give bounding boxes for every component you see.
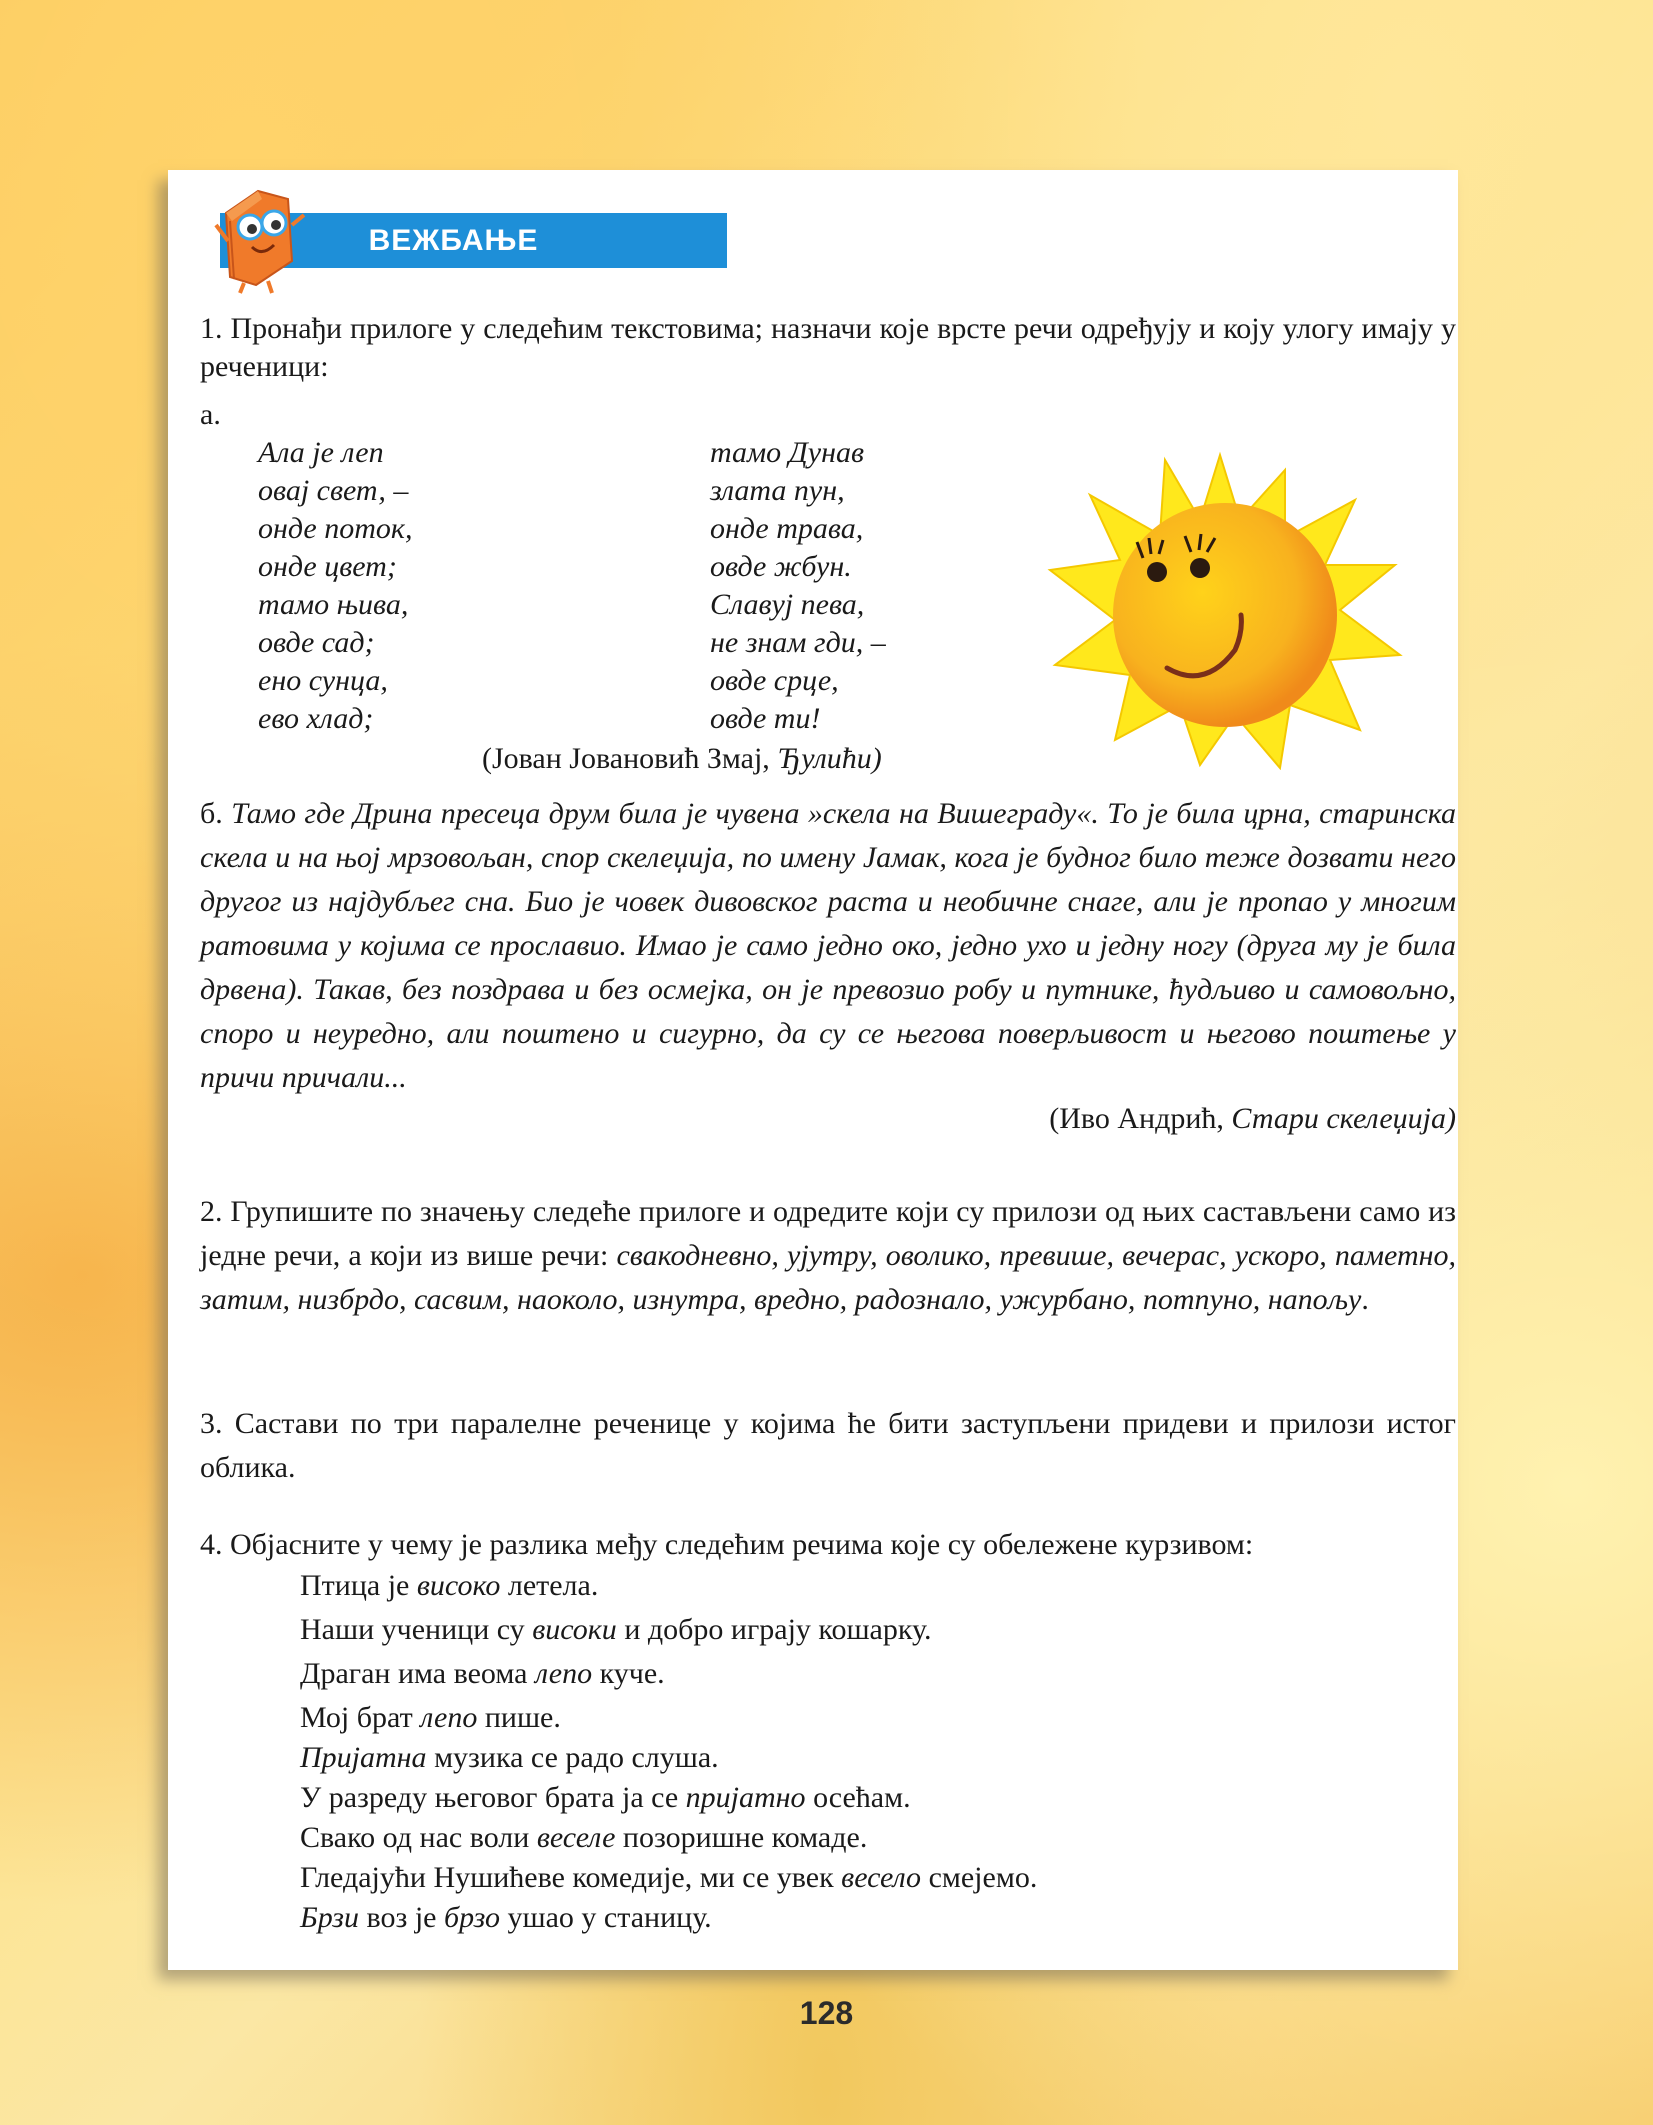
poem-line: тамо Дунав [710,436,864,469]
task4-sentences [300,1566,1037,1938]
book-mascot-icon [196,185,314,295]
poem-line: ево хлад; [258,702,374,735]
example-sentence: Птица је високо летела. [300,1569,599,1602]
poem-line: овај свет, – [258,474,409,507]
poem-line: злата пун, [710,474,845,507]
poem-author: (Јован Јовановић Змај, [482,742,778,775]
poem-line: овде жбун. [710,550,852,583]
example-sentence: Свако од нас воли веселе позоришне комаде. [300,1821,868,1854]
poem-line: онде поток, [258,512,413,545]
poem-citation [482,740,882,778]
poem-line: онде цвет; [258,550,397,583]
poem-line: тамо њива, [258,588,409,621]
task1-a-label: а. [200,398,221,431]
example-sentence: Брзи воз је брзо ушао у станицу. [300,1901,712,1934]
poem-left-column [258,434,412,738]
task2-paragraph [200,1190,1456,1322]
task1-b-text: Тамо где Дрина пресеца друм била је чувена »скела на Вишеграду«. То је била црна, старинска скела и на њој мрзовољан, спор скелеџија, по имену Јамак, кога је будног било теже дозвати него другог из најдубљег сна. Био је човек дивовског раста и необичне снаге, али је пропао у многим ратовима у којима се прославио. Имао је само једно око, једно ухо и једну ногу (друга му је била дрвена). Такав, без поздрава и без осмејка, он је превозио робу и путнике, ћудљиво и самовољно, споро и неуредно, али поштено и сигурно, да су се његова поверљивост и његово поштење у причи причали... [200,797,1457,1094]
example-sentence: Гледајући Нушићеве комедије, ми се увек весело смејемо. [300,1861,1038,1894]
poem-right-column [710,434,886,738]
task1-b-paragraph [200,792,1456,1100]
poem-title: Ђулићи) [777,742,882,775]
example-sentence: У разреду његовог брата ја се пријатно осећам. [300,1781,911,1814]
poem-line: овде срце, [710,664,839,697]
task1-b-label: б. [200,797,232,830]
page-number: 128 [799,1995,854,2031]
poem-line: ено сунца, [258,664,388,697]
banner-title: ВЕЖБАЊЕ [368,223,539,257]
b-title: Стари скелеџија) [1231,1102,1456,1135]
task1-prompt: 1. Пронађи прилоге у следећим текстовима; назначи које врсте речи одређују и коју улогу имају у реченици: [200,312,1456,383]
poem-line: Славуј пева, [710,588,865,621]
smiling-sun-icon [1035,450,1405,770]
example-sentence: Мој брат лепо пише. [300,1701,561,1734]
poem-line: онде трава, [710,512,864,545]
example-sentence: Пријатна музика се радо слуша. [300,1741,719,1774]
task2-words: свакодневно, ујутру, оволико, превише, вечерас, ускоро, паметно, затим, низбрдо, сасвим, наоколо, изнутра, вредно, радознало, ужурбано, потпуно, напољу [200,1239,1456,1316]
example-sentence: Драган има веома лепо куче. [300,1657,665,1690]
task2-prompt: 2. Групишите по значењу следеће прилоге и одредите који су прилози од њих састављени само из једне речи, а који из више речи: [200,1195,1456,1272]
example-sentence: Наши ученици су високи и добро играју кошарку. [300,1613,932,1646]
task2-end: . [1361,1283,1369,1316]
poem-line: не знам гди, – [710,626,886,659]
b-author: (Иво Андрић, [1049,1102,1232,1135]
poem-line: овде сад; [258,626,375,659]
poem-line: Ала је леп [258,436,384,469]
poem-line: овде ти! [710,702,821,735]
task3-prompt: 3. Састави по три паралелне реченице у којима ће бити заступљени придеви и прилози истог облика. [200,1407,1456,1484]
task1-b-citation [1049,1100,1456,1138]
task4-prompt: 4. Објасните у чему је разлика међу следећим речима које су обележене курзивом: [200,1528,1254,1561]
